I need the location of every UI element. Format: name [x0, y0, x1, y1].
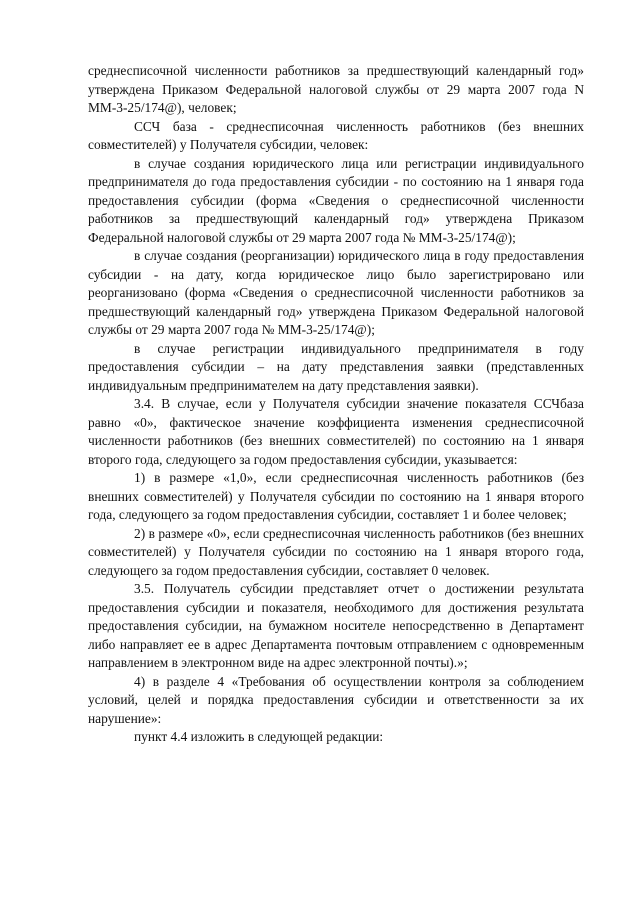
paragraph-8: 2) в размере «0», если среднесписочная численность работников (без внешних совместителей) у Получателя субсидии по состоянию на 1 января второго года, следующего за годом предоставления субсидии, составляет 0 человек.: [88, 525, 584, 578]
paragraph-5: в случае регистрации индивидуального предпринимателя в году предоставления субсидии – на дату представления заявки (представленных индивидуальным предпринимателем на дату представления заявки).: [88, 340, 584, 393]
paragraph-10: 4) в разделе 4 «Требования об осуществлении контроля за соблюдением условий, целей и порядка предоставления субсидии и ответственности за их нарушение»:: [88, 673, 584, 726]
paragraph-4: в случае создания (реорганизации) юридического лица в году предоставления субсидии - на дату, когда юридическое лицо было зарегистрировано или реорганизовано (форма «Сведения о среднесписочной численности работников за предшествующий календарный год» утверждена Приказом Федеральной налоговой службы от 29 марта 2007 года № ММ-3-25/174@);: [88, 248, 584, 337]
paragraph-1: среднесписочной численности работников за предшествующий календарный год» утверждена Приказом Федеральной налоговой службы от 29 марта 2007 года N ММ-3-25/174@), человек;: [88, 63, 584, 115]
paragraph-7: 1) в размере «1,0», если среднесписочная численность работников (без внешних совместителей) у Получателя субсидии по состоянию на 1 января второго года, следующего за годом предоставления субсидии, составляет 1 и более человек;: [88, 470, 584, 522]
paragraph-6: 3.4. В случае, если у Получателя субсидии значение показателя ССЧбаза равно «0», фактическое значение коэффициента изменения среднесписочной численности работников (без внешних совместителей) по состоянию на 1 января второго года, следующего за годом предоставления субсидии, указывается:: [88, 396, 584, 467]
paragraph-11: пункт 4.4 изложить в следующей редакции:: [134, 729, 384, 744]
paragraph-2: ССЧ база - среднесписочная численность работников (без внешних совместителей) у Получателя субсидии, человек:: [88, 118, 584, 152]
paragraph-3: в случае создания юридического лица или регистрации индивидуального предпринимателя до года предоставления субсидии - по состоянию на 1 января года предоставления субсидии (форма «Сведения о среднесписочной численности работников за предшествующий календарный год» утверждена Приказом Федеральной налоговой службы от 29 марта 2007 года № ММ-3-25/174@);: [88, 155, 584, 245]
paragraph-9: 3.5. Получатель субсидии представляет отчет о достижении результата предоставления субсидии и показателя, необходимого для достижения результата предоставления субсидии, на бумажном носителе непосредственно в Департамент либо направляет ее в адрес Департамента почтовым отправлением с одновременным направлением в электронном виде на адрес электронной почты).»;: [88, 581, 584, 670]
